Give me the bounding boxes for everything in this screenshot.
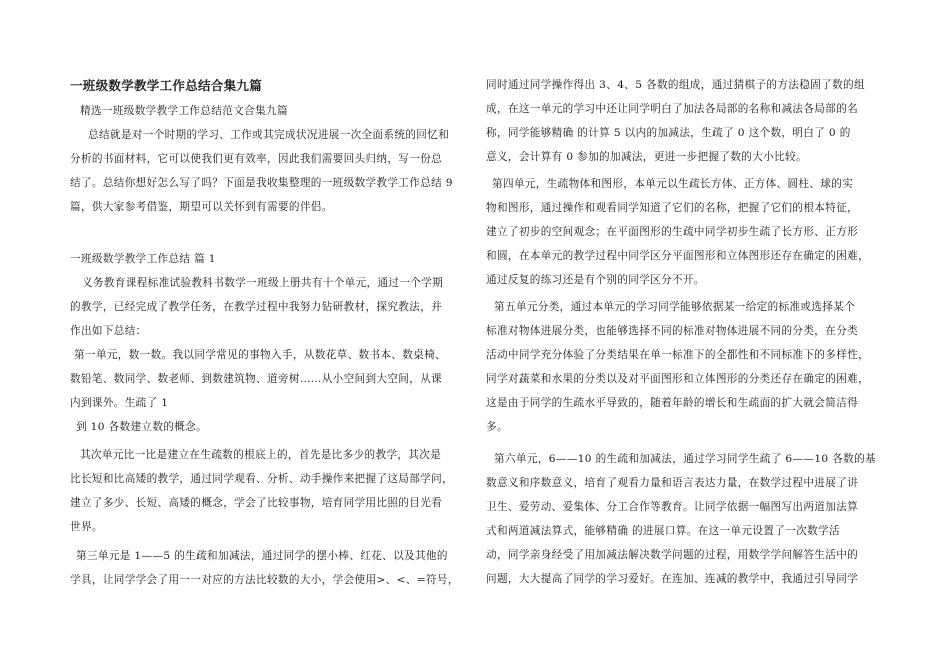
left-text-line: 义务教育课程标准试验教科书数学一班级上册共有十个单元，通过一个学期	[82, 277, 444, 289]
left-text-line: 到 10 各数建立数的概念。	[76, 421, 208, 433]
left-text-line: 分析的书面材料，它可以使我们更有效率，因此我们需要回头归纳，写一份总	[70, 153, 443, 165]
left-text-line: 第三单元是 1——5 的生疏和加减法，通过同学的摆小棒、红花、以及其他的	[76, 550, 448, 562]
right-text-line: 同时通过同学操作得出 3、4、5 各数的组成，通过猜棋子的方法稳固了数的组	[486, 79, 865, 91]
right-text-line: 多。	[486, 421, 508, 433]
left-text-line: 篇，供大家参考借鉴，期望可以关怀到有需要的伴侣。	[70, 201, 333, 213]
left-text-line: 学具，让同学学会了用一一对应的方法比较数的大小，学会使用>、<、=符号，	[70, 574, 459, 586]
left-text-line: 结了。总结你想好怎么写了吗？下面是我收集整理的一班级数学教学工作总结 9	[70, 177, 453, 189]
right-text-line: 通过反复的练习还是有个别的同学区分不开。	[486, 274, 705, 286]
right-text-line: 标准对物体进展分类，也能够选择不同的标准对物体进展不同的分类，在分类	[486, 325, 859, 337]
right-text-line: 意义，会计算有 0 参加的加减法，更进一步把握了数的大小比较。	[486, 151, 807, 163]
right-text-line: 建立了初步的空间观念；在平面图形的生疏中同学初步生疏了长方形、正方形	[486, 226, 859, 238]
left-text-line: 第一单元，数一数。我以同学常见的事物入手，从数花草、数书本、数桌椅、	[74, 349, 447, 361]
right-text-line: 卫生、爱劳动、爱集体、分工合作等教育。让同学依据一幅图写出两道加法算	[486, 501, 859, 513]
left-text-line: 世界。	[70, 521, 103, 533]
right-text-line: 第六单元，6——10 的生疏和加减法，通过学习同学生疏了 6——10 各数的基	[494, 453, 877, 465]
right-text-line: 动，同学亲身经受了用加减法解决数学问题的过程，用数学学问解答生活中的	[486, 549, 859, 561]
right-text-line: 数意义和序数意义，培育了观看力量和语言表达力量，在数学过程中进展了讲	[486, 477, 859, 489]
right-text-line: 物和图形，通过操作和观看同学知道了它们的名称，把握了它们的根本特征，	[486, 202, 859, 214]
left-text-line: 总结就是对一个时期的学习、工作或其完成状况进展一次全面系统的回忆和	[88, 129, 450, 141]
left-text-line: 作出如下总结：	[70, 325, 147, 337]
left-text-line: 内到课外。生疏了 1	[70, 397, 169, 409]
right-text-line: 同学对蔬菜和水果的分类以及对平面图形和立体图形的分类还存在确定的困难，	[486, 373, 870, 385]
left-text-line: 建立了多少、长短、高矮的概念，学会了比较事物，培育同学用比照的目光看	[70, 497, 443, 509]
right-text-line: 成，在这一单元的学习中还让同学明白了加法各局部的名称和减法各局部的名	[486, 103, 859, 115]
right-text-line: 第五单元分类，通过本单元的学习同学能够依据某一给定的标准或选择某个	[494, 301, 856, 313]
document-title: 一班级数学教学工作总结合集九篇	[70, 78, 263, 93]
left-text-line: 精选一班级数学教学工作总结范文合集九篇	[80, 105, 288, 117]
left-text-line: 其次单元比一比是建立在生疏数的根底上的，首先是比多少的教学，其次是	[80, 449, 442, 461]
right-text-line: 活动中同学充分体验了分类结果在单一标准下的全都性和不同标准下的多样性，	[486, 349, 870, 361]
right-text-line: 式和两道减法算式，能够精确 的进展口算。在这一单元设置了一次数学活	[486, 525, 840, 537]
left-text-line: 数铅笔、数同学、数老师、到数建筑物、道旁树……从小空间到大空间，从课	[70, 373, 443, 385]
right-text-line: 和圆，在本单元的教学过程中同学区分平面图形和立体图形还存在确定的困难，	[486, 250, 870, 262]
right-text-line: 这是由于同学的生疏水平导致的，随着年龄的增长和生疏面的扩大就会简洁得	[486, 397, 859, 409]
right-text-line: 问题，大大提高了同学的学习爱好。在连加、连减的教学中，我通过引导同学	[486, 573, 859, 585]
left-text-line: 的教学，已经完成了教学任务，在教学过程中我努力钻研教材，探究教法，并	[70, 301, 443, 313]
right-text-line: 称，同学能够精确 的计算 5 以内的加减法，生疏了 0 这个数，明白了 0 的	[486, 127, 851, 139]
left-text-line: 比长短和比高矮的教学，通过同学观看、分析、动手操作来把握了这局部学问，	[70, 473, 454, 485]
right-text-line: 第四单元，生疏物体和图形，本单元以生疏长方体、正方体、圆柱、球的实	[492, 178, 854, 190]
left-text-line: 一班级数学教学工作总结 篇 1	[70, 253, 216, 265]
